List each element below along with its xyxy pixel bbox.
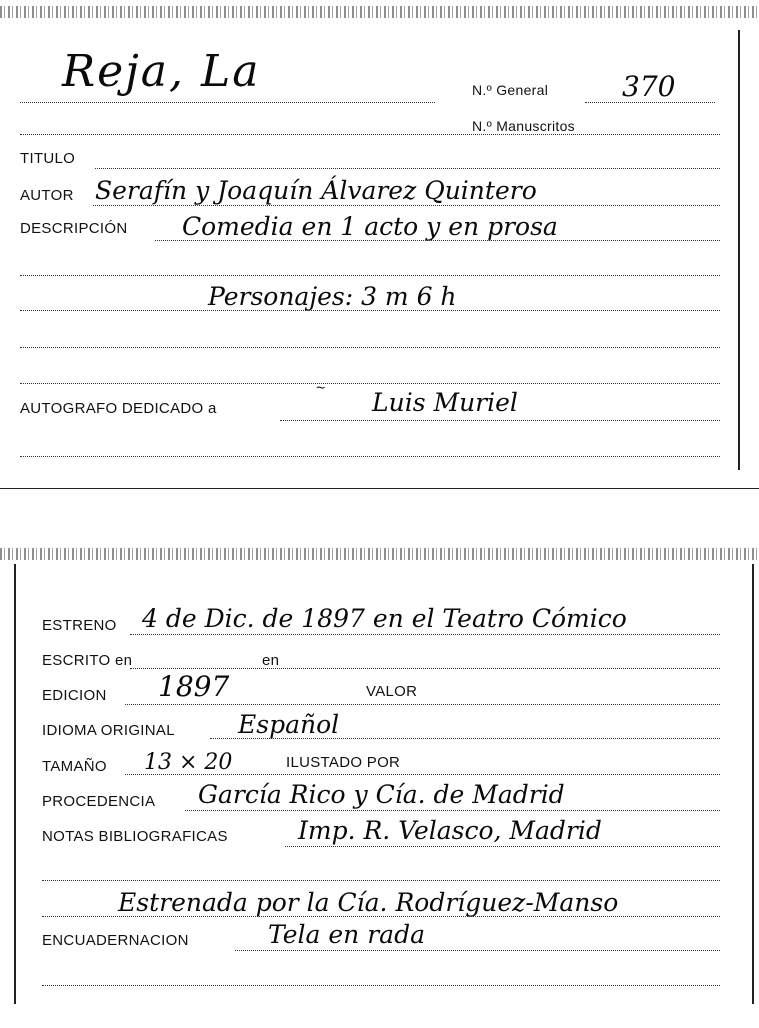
card1-bottom-edge: [0, 488, 759, 489]
notas-line: [285, 846, 720, 847]
title-handwritten: Reja, La: [62, 46, 261, 97]
torn-top-edge: [0, 6, 759, 18]
tamano-label: TAMAÑO: [42, 758, 107, 775]
titulo-line: [95, 168, 720, 169]
encuadernacion-label: ENCUADERNACION: [42, 932, 189, 949]
blank-line-2: [20, 347, 720, 348]
autor-label: AUTOR: [20, 187, 74, 204]
titulo-label: TITULO: [20, 150, 76, 167]
general-line: [585, 102, 715, 103]
encuadernacion-value: Tela en rada: [268, 920, 425, 949]
autor-line: [93, 205, 720, 206]
manuscritos-line: [20, 134, 720, 135]
card2-right-edge: [752, 564, 754, 1004]
autor-value: Serafín y Joaquín Álvarez Quintero: [95, 176, 537, 205]
scribble-mark: ~: [316, 380, 326, 397]
idioma-value: Español: [238, 710, 340, 739]
estreno-value: 4 de Dic. de 1897 en el Teatro Cómico: [142, 604, 627, 633]
estreno-line: [130, 634, 720, 635]
procedencia-value: García Rico y Cía. de Madrid: [198, 780, 565, 809]
escrito-label: ESCRITO en: [42, 652, 133, 669]
general-label: N.º General: [472, 82, 549, 98]
escrito-en-label: en: [262, 652, 280, 669]
descripcion-label: DESCRIPCIÓN: [20, 220, 128, 237]
procedencia-line: [185, 810, 720, 811]
descripcion-value: Comedia en 1 acto y en prosa: [182, 212, 558, 241]
edicion-line: [125, 704, 720, 705]
estreno-label: ESTRENO: [42, 617, 117, 634]
catalog-card-front: [0, 0, 759, 492]
card2-left-edge: [14, 564, 16, 1004]
manuscritos-label: N.º Manuscritos: [472, 118, 575, 134]
idioma-line: [210, 738, 720, 739]
tamano-line: [125, 774, 720, 775]
personajes-value: Personajes: 3 m 6 h: [208, 282, 457, 311]
edicion-label: EDICION: [42, 687, 107, 704]
escrito-line: [130, 668, 720, 669]
blank-line-5: [42, 880, 720, 881]
tamano-value: 13 × 20: [144, 750, 233, 775]
ilustrado-label: ILUSTADO POR: [286, 754, 401, 771]
nota-extra-line: [42, 916, 720, 917]
blank-line-3: [20, 383, 720, 384]
notas-label: NOTAS BIBLIOGRAFICAS: [42, 828, 228, 845]
valor-label: VALOR: [366, 683, 418, 700]
idioma-label: IDIOMA ORIGINAL: [42, 722, 175, 739]
nota-extra-value: Estrenada por la Cía. Rodríguez-Manso: [118, 888, 619, 917]
blank-line-6: [42, 985, 720, 986]
title-line: [20, 102, 435, 103]
notas-value: Imp. R. Velasco, Madrid: [298, 816, 602, 845]
edicion-value: 1897: [158, 670, 230, 703]
autografo-label: AUTOGRAFO DEDICADO a: [20, 400, 217, 417]
torn-top-edge-2: [0, 548, 759, 560]
personajes-line: [20, 310, 720, 311]
blank-line-4: [20, 456, 720, 457]
autografo-value: Luis Muriel: [372, 388, 518, 417]
card-right-edge: [738, 30, 740, 470]
procedencia-label: PROCEDENCIA: [42, 793, 156, 810]
catalog-card-back: [0, 540, 759, 1028]
autografo-line: [280, 420, 720, 421]
encuadernacion-line: [235, 950, 720, 951]
descripcion-line: [155, 240, 720, 241]
blank-line-1: [20, 275, 720, 276]
general-value: 370: [622, 70, 676, 103]
